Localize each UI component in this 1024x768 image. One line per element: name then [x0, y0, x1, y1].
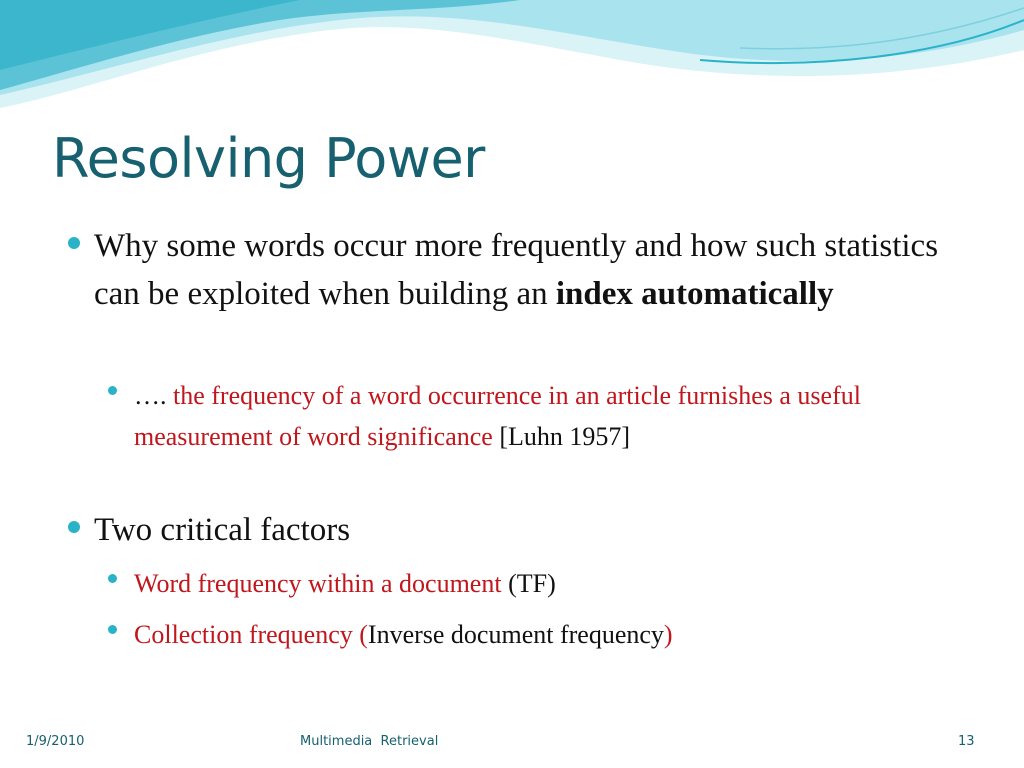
tf-abbrev: (TF)	[501, 569, 556, 598]
bullet-1-sub	[108, 375, 928, 500]
bullet-dot-icon	[68, 521, 80, 533]
header-wave-decoration	[0, 0, 1024, 120]
bullet-2-sub-1	[108, 563, 928, 605]
bullet-2-sub-2-text	[134, 614, 673, 655]
sub-bullet-dot-icon	[108, 625, 117, 634]
footer-title: Multimedia Retrieval	[300, 734, 439, 749]
slide-title: Resolving Power	[52, 127, 485, 190]
idf-label-close: )	[663, 620, 673, 649]
bullet-1-text-start: Why some words occur more frequently and how such statistics can be exploited when building an	[94, 228, 939, 312]
bullet-2-text: Two critical factors	[94, 512, 351, 548]
tf-label: Word frequency within a document	[134, 569, 502, 598]
luhn-quote: the frequency of a word occurrence in an article furnishes a useful measurement of word significance	[134, 381, 861, 451]
bullet-2	[68, 506, 968, 556]
bullet-1-sub-text	[134, 375, 914, 457]
idf-full-name: Inverse document frequency	[367, 620, 664, 649]
bullet-1-text	[94, 222, 944, 318]
ellipsis-prefix: ….	[134, 381, 173, 410]
citation: [Luhn 1957]	[499, 422, 631, 451]
bullet-2-sub-1-text	[134, 563, 556, 604]
idf-label-open: Collection frequency (	[134, 620, 368, 649]
bullet-1	[68, 222, 968, 372]
page-number: 13	[958, 734, 975, 749]
sub-bullet-dot-icon	[108, 574, 117, 583]
bullet-dot-icon	[68, 237, 80, 249]
footer-date: 1/9/2010	[26, 734, 85, 749]
bullet-1-bold-text: index automatically	[555, 276, 834, 312]
bullet-2-sub-2	[108, 614, 928, 656]
sub-bullet-dot-icon	[108, 386, 117, 395]
